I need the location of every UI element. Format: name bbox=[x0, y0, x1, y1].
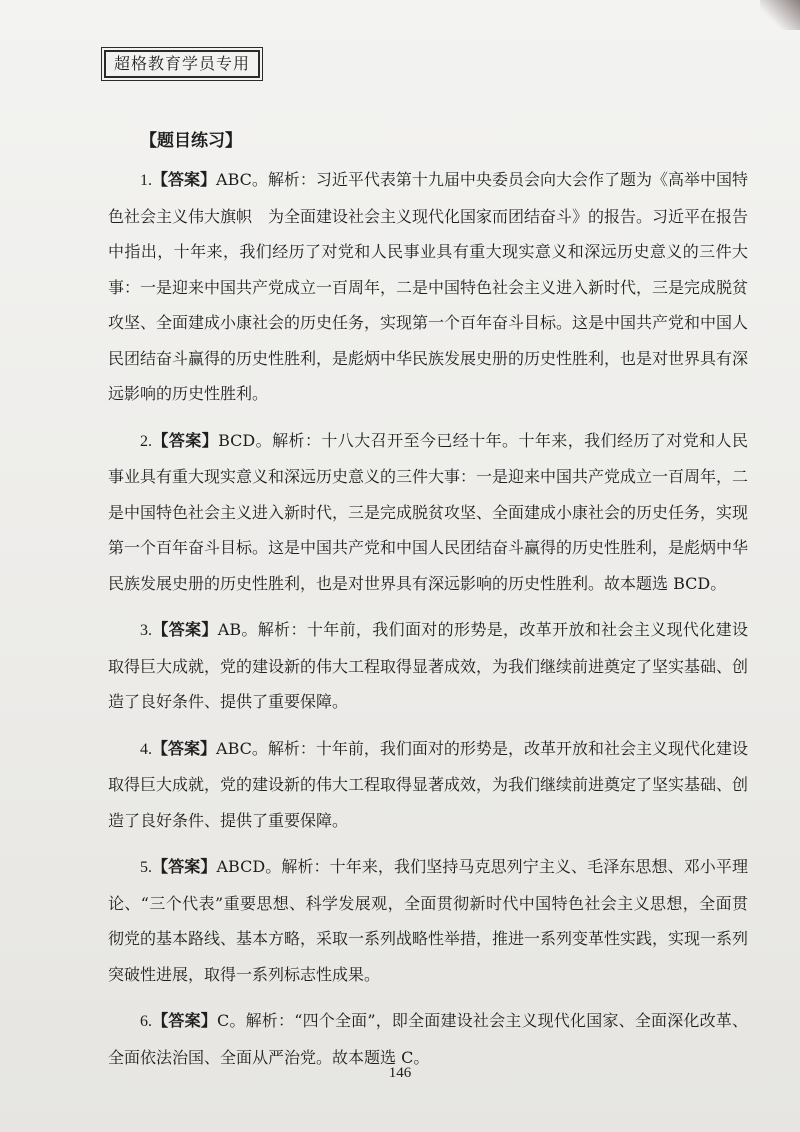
answer-number: 4. bbox=[140, 740, 152, 758]
answer-item-4 bbox=[108, 731, 748, 839]
answer-number: 6. bbox=[140, 1013, 152, 1030]
answer-text: ABCD。解析：十年来，我们坚持马克思列宁主义、毛泽东思想、邓小平理论、“三个代表”重要思想、科学发展观，全面贯彻新时代中国特色社会主义思想，全面贯彻党的基本路线、基本方略，采取一系列战略性举措，推进一系列变革性实践，实现一系列突破性进展，取得一系列标志性成果。 bbox=[108, 857, 749, 984]
answer-text: C。解析：“四个全面”，即全面建设社会主义现代化国家、全面深化改革、全面依法治国、全面从严治党。故本题选 C。 bbox=[108, 1011, 748, 1067]
answer-item-2 bbox=[108, 423, 748, 602]
header-stamp: 超格教育学员专用 bbox=[104, 50, 260, 78]
answer-text: BCD。解析：十八大召开至今已经十年。十年来，我们经历了对党和人民事业具有重大现实意义和深远历史意义的三件大事：一是迎来中国共产党成立一百周年，二是中国特色社会主义进入新时代，三是完成脱贫攻坚、全面建成小康社会的历史任务，实现第一个百年奋斗目标。这是中国共产党和中国人民团结奋斗赢得的历史性胜利，是彪炳中华民族发展史册的历史性胜利，也是对世界具有深远影响的历史性胜利。故本题选 BCD。 bbox=[108, 430, 749, 593]
page-number: 146 bbox=[388, 1065, 412, 1081]
answer-tag: 【答案】 bbox=[152, 430, 219, 450]
answer-text: ABC。解析：习近平代表第十九届中央委员会向大会作了题为《高举中国特色社会主义伟大旗帜 为全面建设社会主义现代化国家而团结奋斗》的报告。习近平在报告中指出，十年来，我们经历了对党和人民事业具有重大现实意义和深远历史意义的三件大事：一是迎来中国共产党成立一百周年，二是中国特色社会主义进入新时代，三是完成脱贫攻坚、全面建成小康社会的历史任务，实现第一个百年奋斗目标。这是中国共产党和中国人民团结奋斗赢得的历史性胜利，是彪炳中华民族发展史册的历史性胜利，也是对世界具有深远影响的历史性胜利。 bbox=[108, 170, 749, 403]
answers-content bbox=[108, 128, 748, 1086]
section-title: 【题目练习】 bbox=[140, 131, 242, 151]
answer-tag: 【答案】 bbox=[152, 738, 217, 758]
answer-item-1 bbox=[108, 162, 748, 412]
answer-number: 5. bbox=[140, 859, 152, 876]
answer-number: 1. bbox=[140, 172, 152, 189]
answer-tag: 【答案】 bbox=[152, 1011, 217, 1030]
answer-tag: 【答案】 bbox=[152, 857, 217, 876]
answer-item-5 bbox=[108, 849, 748, 992]
answer-item-3 bbox=[108, 612, 748, 720]
answer-text: ABC。解析：十年前，我们面对的形势是，改革开放和社会主义现代化建设取得巨大成就，党的建设新的伟大工程取得显著成效，为我们继续前进奠定了坚实基础、创造了良好条件、提供了重要保障。 bbox=[108, 738, 749, 830]
page-corner-shadow bbox=[760, 0, 800, 30]
answer-number: 3. bbox=[140, 622, 152, 639]
answer-number: 2. bbox=[140, 432, 152, 450]
answer-tag: 【答案】 bbox=[152, 170, 217, 189]
answer-tag: 【答案】 bbox=[152, 620, 218, 639]
answer-text: AB。解析：十年前，我们面对的形势是，改革开放和社会主义现代化建设取得巨大成就，党的建设新的伟大工程取得显著成效，为我们继续前进奠定了坚实基础、创造了良好条件、提供了重要保障。 bbox=[108, 620, 749, 711]
